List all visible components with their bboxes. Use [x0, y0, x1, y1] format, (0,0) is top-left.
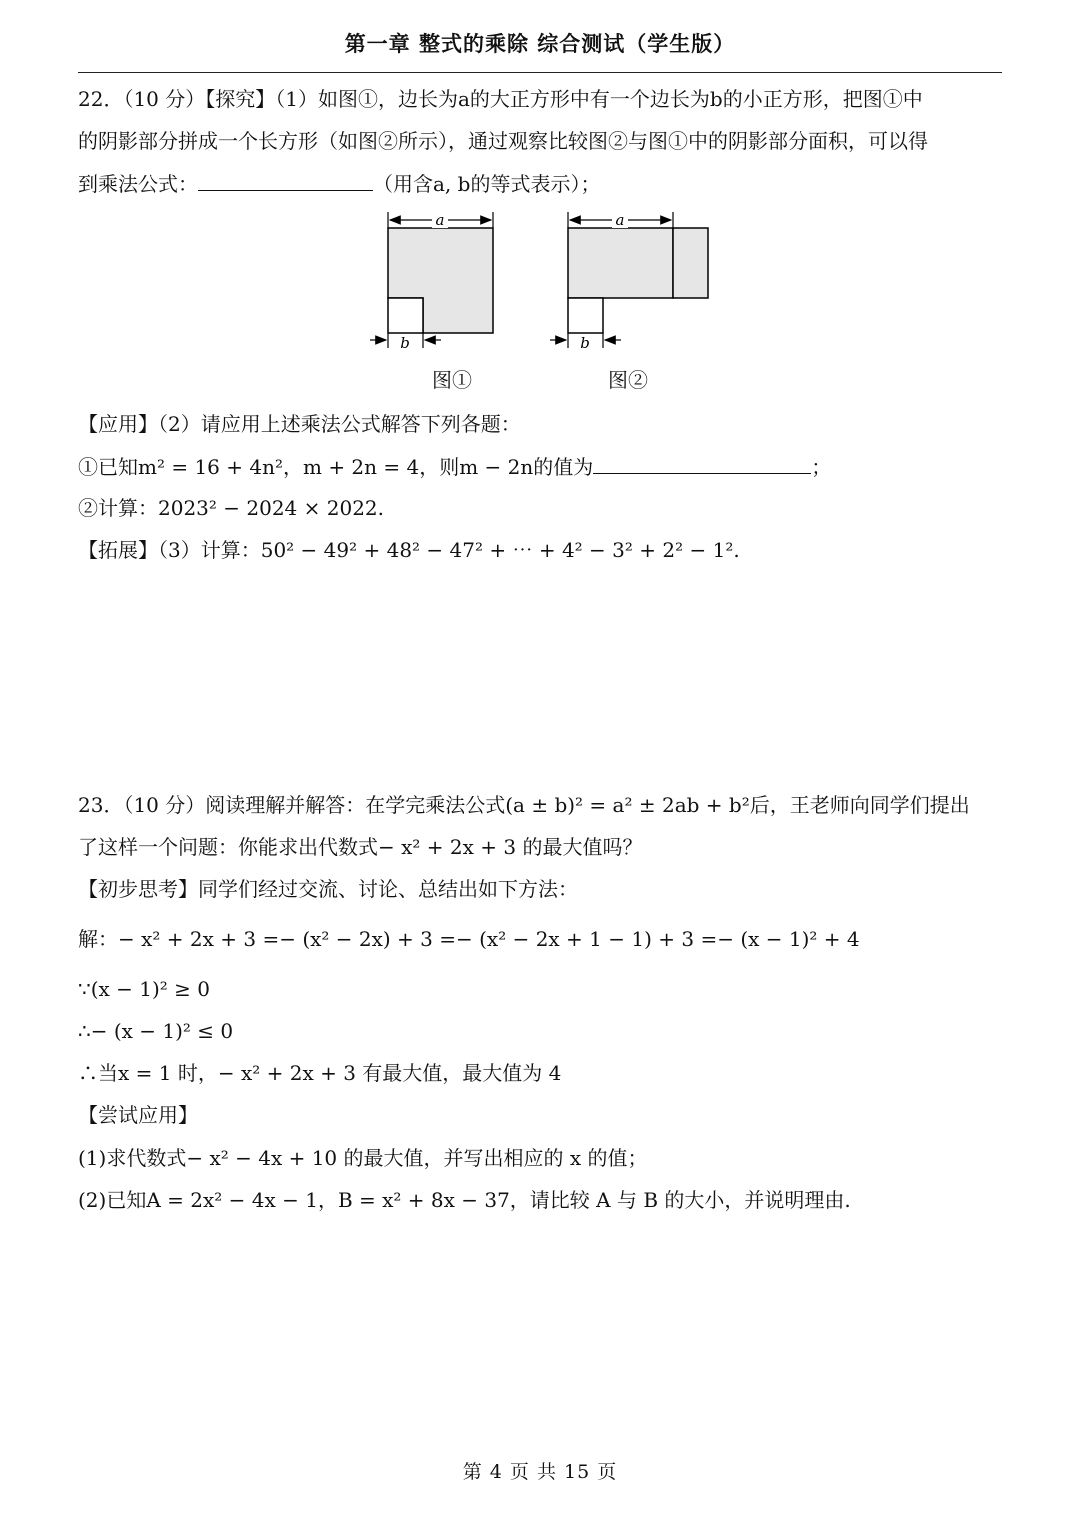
figure-2-rect-right — [673, 228, 708, 298]
q22-line-1: 22．（10 分）【探究】（1）如图①，边长为a的大正方形中有一个边长为b的小正方形，把图①中 — [78, 87, 923, 111]
figure-1-label-b: b — [400, 334, 410, 352]
figure-1-label-a: a — [435, 211, 445, 229]
q22-line-3-prefix: 到乘法公式： — [78, 172, 198, 196]
q22-apply-2: ②计算：2023² − 2024 × 2022. — [78, 496, 385, 520]
q23-line-1: 23．（10 分）阅读理解并解答：在学完乘法公式(a ± b)² = a² ± 2ab + b²后，王老师向同学们提出 — [78, 793, 970, 817]
q23-line-2: 了这样一个问题：你能求出代数式− x² + 2x + 3 的最大值吗？ — [78, 835, 643, 859]
q22-apply-title: 【应用】（2）请应用上述乘法公式解答下列各题： — [78, 412, 521, 436]
figure-1 — [370, 210, 493, 352]
q22-apply-1-suffix: ； — [811, 455, 832, 479]
q23-solve: 解：− x² + 2x + 3 =− (x² − 2x) + 3 =− (x² − 2x + 1 − 1) + 3 =− (x − 1)² + 4 — [78, 927, 860, 951]
figure-2-label-b: b — [580, 334, 590, 352]
q23-therefore-1: ∴− (x − 1)² ≤ 0 — [78, 1019, 234, 1043]
figure-2-small-square — [568, 298, 603, 333]
q23-try-2: (2)已知A = 2x² − 4x − 1，B = x² + 8x − 37，请比较 A 与 B 的大小，并说明理由. — [78, 1188, 851, 1212]
q23-try-1: (1)求代数式− x² − 4x + 10 的最大值，并写出相应的 x 的值； — [78, 1146, 648, 1170]
q23-because: ∵(x − 1)² ≥ 0 — [78, 977, 211, 1001]
square-diagram — [0, 0, 1080, 400]
figure-2-label-a: a — [615, 211, 625, 229]
figure-2 — [550, 210, 708, 352]
q22-apply-1-blank[interactable] — [593, 453, 811, 474]
q22-apply-1 — [78, 453, 831, 480]
q22-line-2: 的阴影部分拼成一个长方形（如图②所示），通过观察比较图②与图①中的阴影部分面积，可以得 — [78, 129, 928, 153]
q23-therefore-2: ∴当x = 1 时，− x² + 2x + 3 有最大值，最大值为 4 — [78, 1061, 562, 1085]
page-footer: 第 4 页 共 15 页 — [462, 1461, 618, 1483]
figure-2-caption: 图② — [608, 368, 648, 392]
figure-1-caption: 图① — [432, 368, 472, 392]
q22-apply-1-prefix: ①已知m² = 16 + 4n²，m + 2n = 4，则m − 2n的值为 — [78, 455, 594, 479]
q22-extend: 【拓展】（3）计算：50² − 49² + 48² − 47² + ⋯ + 4² − 3² + 2² − 1². — [78, 538, 740, 562]
q23-try-title: 【尝试应用】 — [78, 1103, 198, 1127]
q22-line-3-suffix: （用含a, b的等式表示）； — [373, 172, 601, 196]
q23-think: 【初步思考】同学们经过交流、讨论、总结出如下方法： — [78, 877, 578, 901]
figure-1-small-square — [388, 298, 423, 333]
figure-2-rect-left — [568, 228, 673, 298]
page-header-title: 第一章 整式的乘除 综合测试（学生版） — [344, 32, 736, 56]
